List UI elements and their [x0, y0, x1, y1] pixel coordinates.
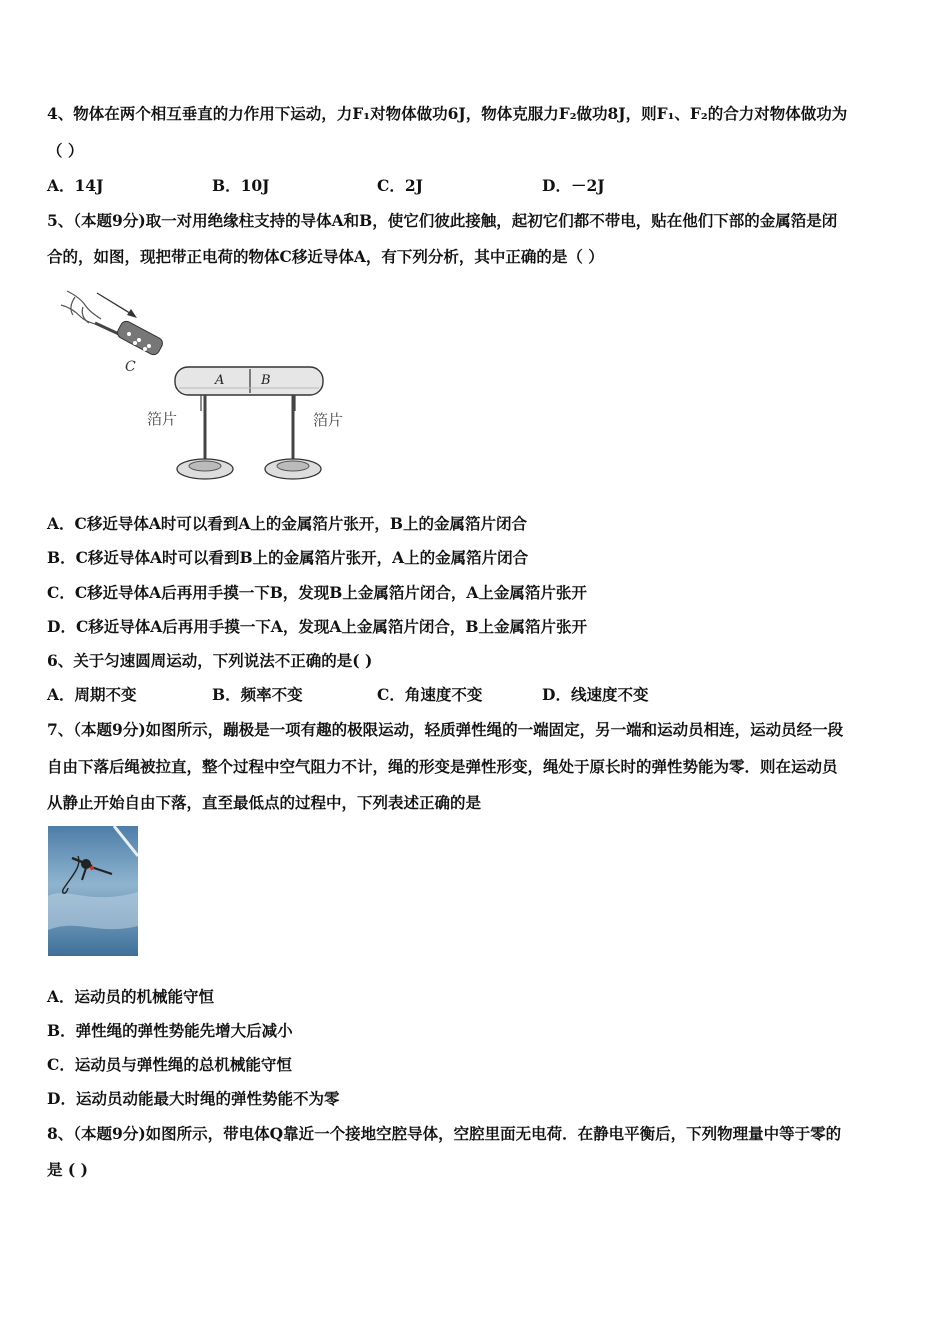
conductor-figure — [55, 285, 365, 500]
conductor-ab — [175, 367, 323, 395]
q7-option-c: C．运动员与弹性绳的总机械能守恒 — [47, 1055, 292, 1074]
q4-stem-line-1: 4、物体在两个相互垂直的力作用下运动，力F₁对物体做功6J，物体克服力F₂做功8J，则F₁、F₂的合力对物体做功为 — [47, 104, 848, 123]
q6-option-c: C．角速度不变 — [377, 685, 483, 704]
q5-stem-line-1: 5、（本题9分)取一对用绝缘柱支持的导体A和B，使它们彼此接触，起初它们都不带电，贴在他们下部的金属箔是闭 — [47, 211, 838, 230]
q5-stem-line-2: 合的，如图，现把带正电荷的物体C移近导体A，有下列分析，其中正确的是（ ） — [47, 247, 604, 266]
bungee-photo — [48, 826, 138, 956]
q7-option-d: D．运动员动能最大时绳的弹性势能不为零 — [47, 1089, 340, 1108]
q7-stem-line-3: 从静止开始自由下落，直至最低点的过程中，下列表述正确的是 — [47, 793, 482, 812]
label-b: B — [261, 373, 271, 388]
q6-option-d: D．线速度不变 — [542, 685, 649, 704]
label-c: C — [125, 359, 136, 375]
label-a: A — [215, 373, 225, 388]
q5-option-c: C．C移近导体A后再用手摸一下B，发现B上金属箔片闭合，A上金属箔片张开 — [47, 583, 587, 602]
q8-stem-line-1: 8、（本题9分)如图所示，带电体Q靠近一个接地空腔导体，空腔里面无电荷．在静电平衡后，下列物理量中等于零的 — [47, 1124, 842, 1143]
q5-option-b: B．C移近导体A时可以看到B上的金属箔片张开，A上的金属箔片闭合 — [47, 548, 529, 567]
q4-stem-line-2: （ ） — [47, 141, 84, 160]
q4-option-c: C．2J — [377, 176, 423, 195]
q6-option-a: A．周期不变 — [47, 685, 137, 704]
q7-stem-line-1: 7、（本题9分)如图所示，蹦极是一项有趣的极限运动，轻质弹性绳的一端固定，另一端和运动员相连，运动员经一段 — [47, 720, 844, 739]
q5-option-a: A．C移近导体A时可以看到A上的金属箔片张开，B上的金属箔片闭合 — [47, 514, 528, 533]
foil-label-right: 箔片 — [313, 411, 344, 429]
q4-option-a: A．14J — [47, 176, 104, 195]
q5-option-d: D．C移近导体A后再用手摸一下A，发现A上金属箔片闭合，B上金属箔片张开 — [47, 617, 587, 636]
q7-option-a: A．运动员的机械能守恒 — [47, 987, 215, 1006]
foil-label-left: 箔片 — [147, 410, 178, 428]
q7-stem-line-2: 自由下落后绳被拉直，整个过程中空气阻力不计，绳的形变是弹性形变，绳处于原长时的弹性势能为零．则在运动员 — [47, 757, 838, 776]
q7-option-b: B．弹性绳的弹性势能先增大后减小 — [47, 1021, 293, 1040]
q4-option-d: D．－2J — [542, 176, 605, 195]
q6-stem: 6、关于匀速圆周运动，下列说法不正确的是( ) — [47, 651, 373, 670]
q8-stem-line-2: 是 ( ) — [47, 1160, 88, 1179]
q6-option-b: B．频率不变 — [212, 685, 303, 704]
q4-option-b: B．10J — [212, 176, 270, 195]
